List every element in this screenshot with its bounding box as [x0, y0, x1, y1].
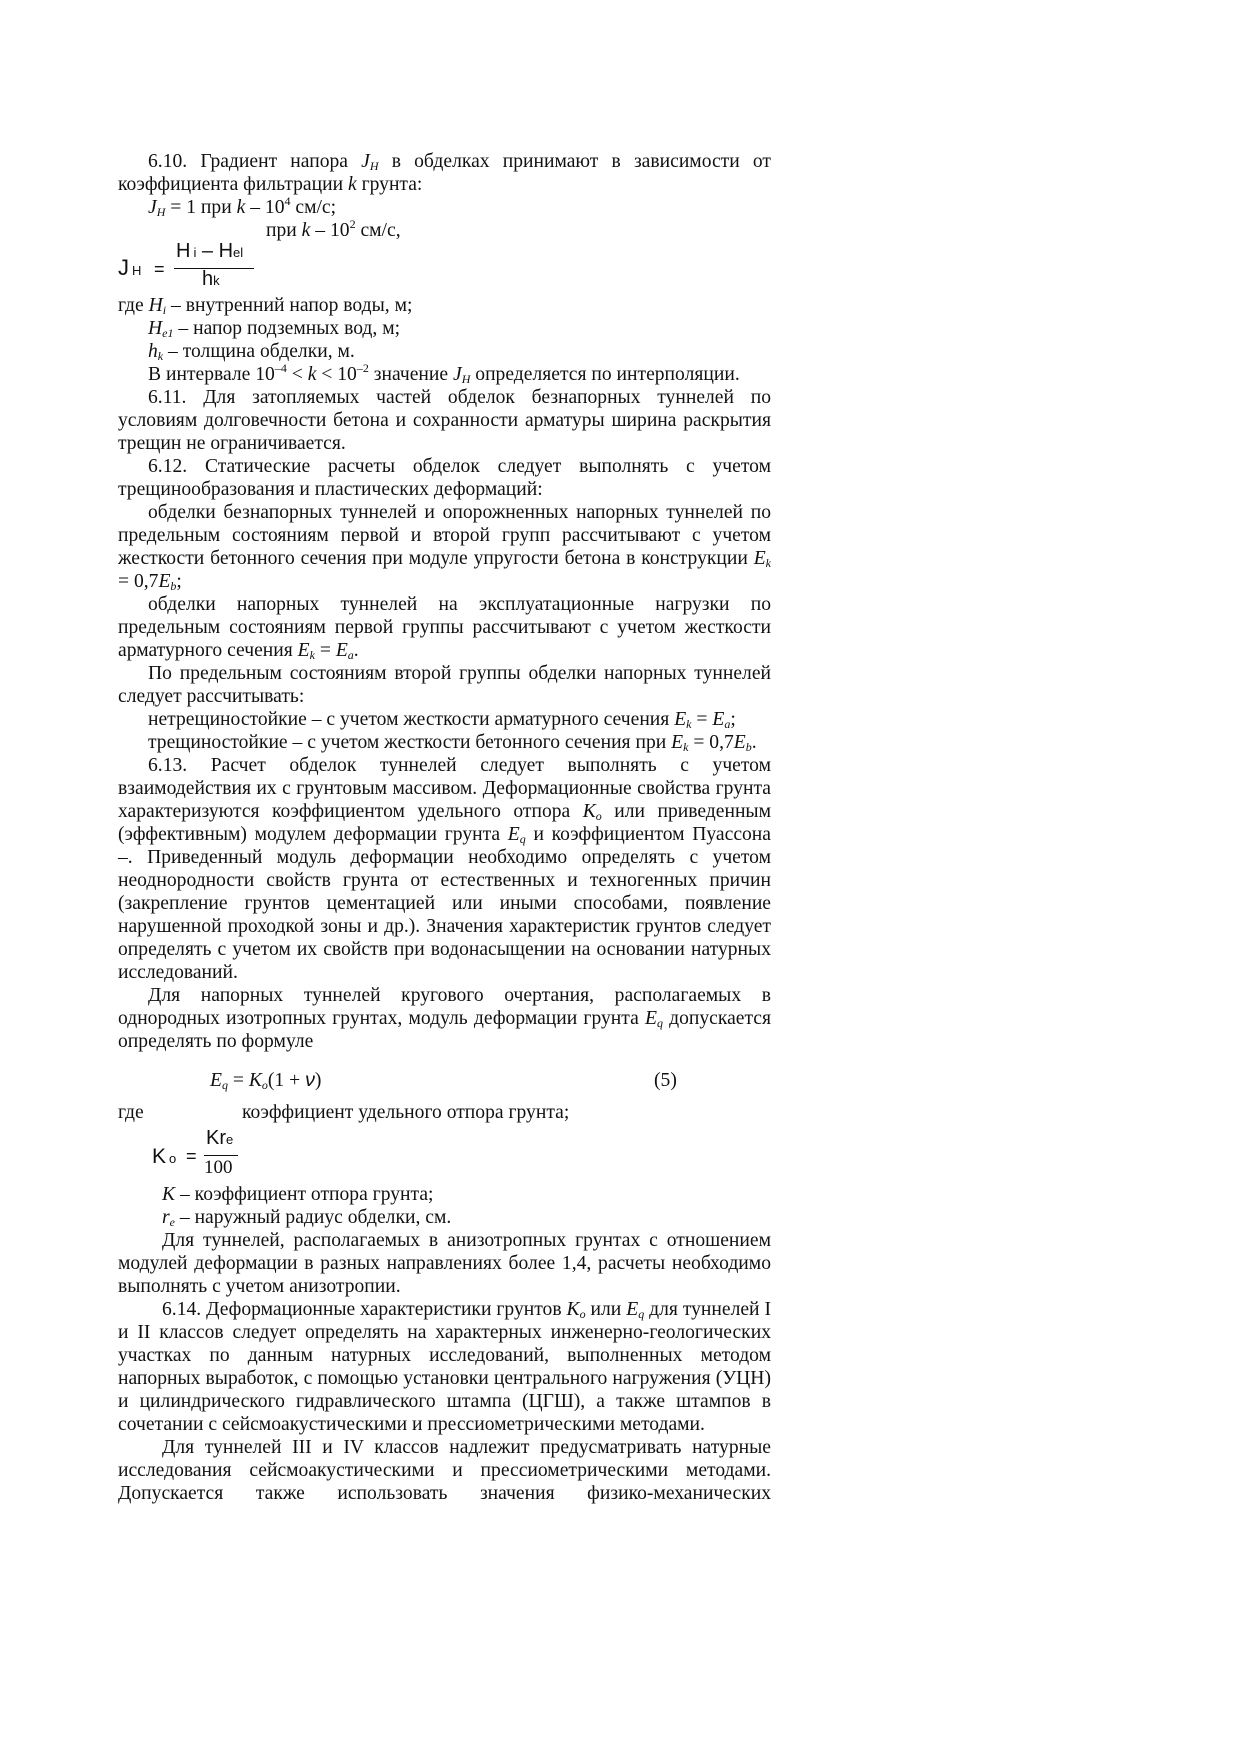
equation-5-body: $E_q = K_o(1 + \nu)$ — [210, 1069, 322, 1092]
paragraph-6-10: 6.10. Градиент напора $J_H$ в обделках принимают в зависимости от коэффициента фильтрации k грунта: — [118, 151, 771, 195]
equation-5-number: (5) — [654, 1070, 677, 1091]
paragraph-6-12: 6.12. Статические расчеты обделок следует выполнять с учетом трещинообразования и пластических деформаций: — [118, 456, 771, 500]
where-ko — [118, 1101, 771, 1125]
where-k: K – коэффициент отпора грунта; — [162, 1184, 434, 1205]
where-he1: $H_{e1}$ – напор подземных вод, м; — [148, 318, 401, 340]
paragraph-6-13: 6.13. Расчет обделок туннелей следует выполнять с учетом взаимодействия их с грунтовым массивом. Деформационные свойства грунта характеризуются коэффициентом удельного отпора $K_o$ или приведенным (эффективным) модулем деформации грунта $E_q$ и коэффициентом Пуассона –. Приведенный модуль деформации необходимо определять с учетом неоднородности свойств грунта от естественных и техногенных причин (закрепление грунтов цементацией или иными способами, появление нарушенной проходкой зоны и др.). Значения характеристик грунтов следует определять с учетом их свойств при водонасыщении на основании натурных исследований. — [118, 755, 771, 983]
document-page — [118, 150, 771, 1505]
interpolation-paragraph: В интервале $10^{-4} < k < 10^{-2}$ значение $J_H$ определяется по интерполяции. — [148, 361, 740, 386]
paragraph-anisotropic: Для туннелей, располагаемых в анизотропных грунтах с отношением модулей деформации в разных направлениях более 1,4, расчеты необходимо выполнять с учетом анизотропии. — [118, 1230, 771, 1297]
equation-5 — [118, 1063, 771, 1097]
formula-numerator: Hi – Hel — [176, 240, 244, 262]
ko-formula — [118, 1125, 771, 1183]
paragraph-6-13-circular: Для напорных туннелей кругового очертания, располагаемых в однородных изотропных грунтах, модуль деформации грунта $E_q$ допускается определять по формуле — [118, 985, 771, 1052]
where-ko-definition: коэффициент удельного отпора грунта; — [242, 1102, 570, 1123]
paragraph-6-14: 6.14. Деформационные характеристики грунтов $K_o$ или $E_q$ для туннелей I и II классов следует определять на характерных инженерно-геологических участках по данным натурных исследований, выполненных методом напорных выработок, с помощью установки центрального нагружения (УЦН) и цилиндрического гидравлического штампа (ЦГШ), а также штампов в сочетании с сейсмоакустическими и прессиометрическими методами. — [118, 1299, 772, 1435]
paragraph-6-12-unpressurized: обделки безнапорных туннелей и опорожненных напорных туннелей по предельным состояниям первой и второй групп рассчитывают с учетом жесткости бетонного сечения при модуле упругости бетона в конструкции $E_k = 0,7E_b$; — [118, 502, 771, 593]
gradient-condition-2: при k – $10^2$ см/с, — [266, 217, 401, 241]
formula-lhs: J H — [118, 255, 142, 280]
formula-equals: = — [154, 259, 165, 279]
where-re: $r_e$ – наружный радиус обделки, см. — [162, 1207, 452, 1229]
formula-denominator: hk — [202, 268, 220, 290]
gradient-condition-1: $J_H = 1$ при k – $10^4$ см/с; — [148, 194, 337, 219]
paragraph-6-11: 6.11. Для затопляемых частей обделок безнапорных туннелей по условиям долговечности бетона и сохранности арматуры ширина раскрытия трещин не ограничивается. — [118, 387, 771, 454]
ko-numerator: Kre — [206, 1127, 234, 1149]
paragraph-6-12-noncrack: нетрещиностойкие – с учетом жесткости арматурного сечения $E_k = E_a$; — [148, 709, 736, 731]
where-word: где — [118, 1102, 144, 1123]
paragraph-6-12-crack: трещиностойкие – с учетом жесткости бетонного сечения при $E_k = 0,7E_b$. — [148, 732, 757, 754]
gradient-formula — [118, 240, 771, 290]
ko-lhs: Ko — [152, 1145, 177, 1168]
where-hi: где $H_i$ – внутренний напор воды, м; — [118, 295, 413, 317]
paragraph-6-14-classes: Для туннелей III и IV классов надлежит предусматривать натурные исследования сейсмоакустическими и прессиометрическими методами. Допускается также использовать значения физико-механических — [118, 1437, 771, 1504]
paragraph-6-12-second-group: По предельным состояниям второй группы обделки напорных туннелей следует рассчитывать: — [118, 663, 771, 707]
where-hk: $h_k$ – толщина обделки, м. — [148, 341, 355, 363]
ko-equals: = — [186, 1146, 197, 1166]
ko-denominator: 100 — [204, 1157, 233, 1178]
paragraph-6-12-pressurized: обделки напорных туннелей на эксплуатационные нагрузки по предельным состояниям первой группы рассчитывают с учетом жесткости арматурного сечения $E_k = E_a$. — [118, 594, 771, 662]
